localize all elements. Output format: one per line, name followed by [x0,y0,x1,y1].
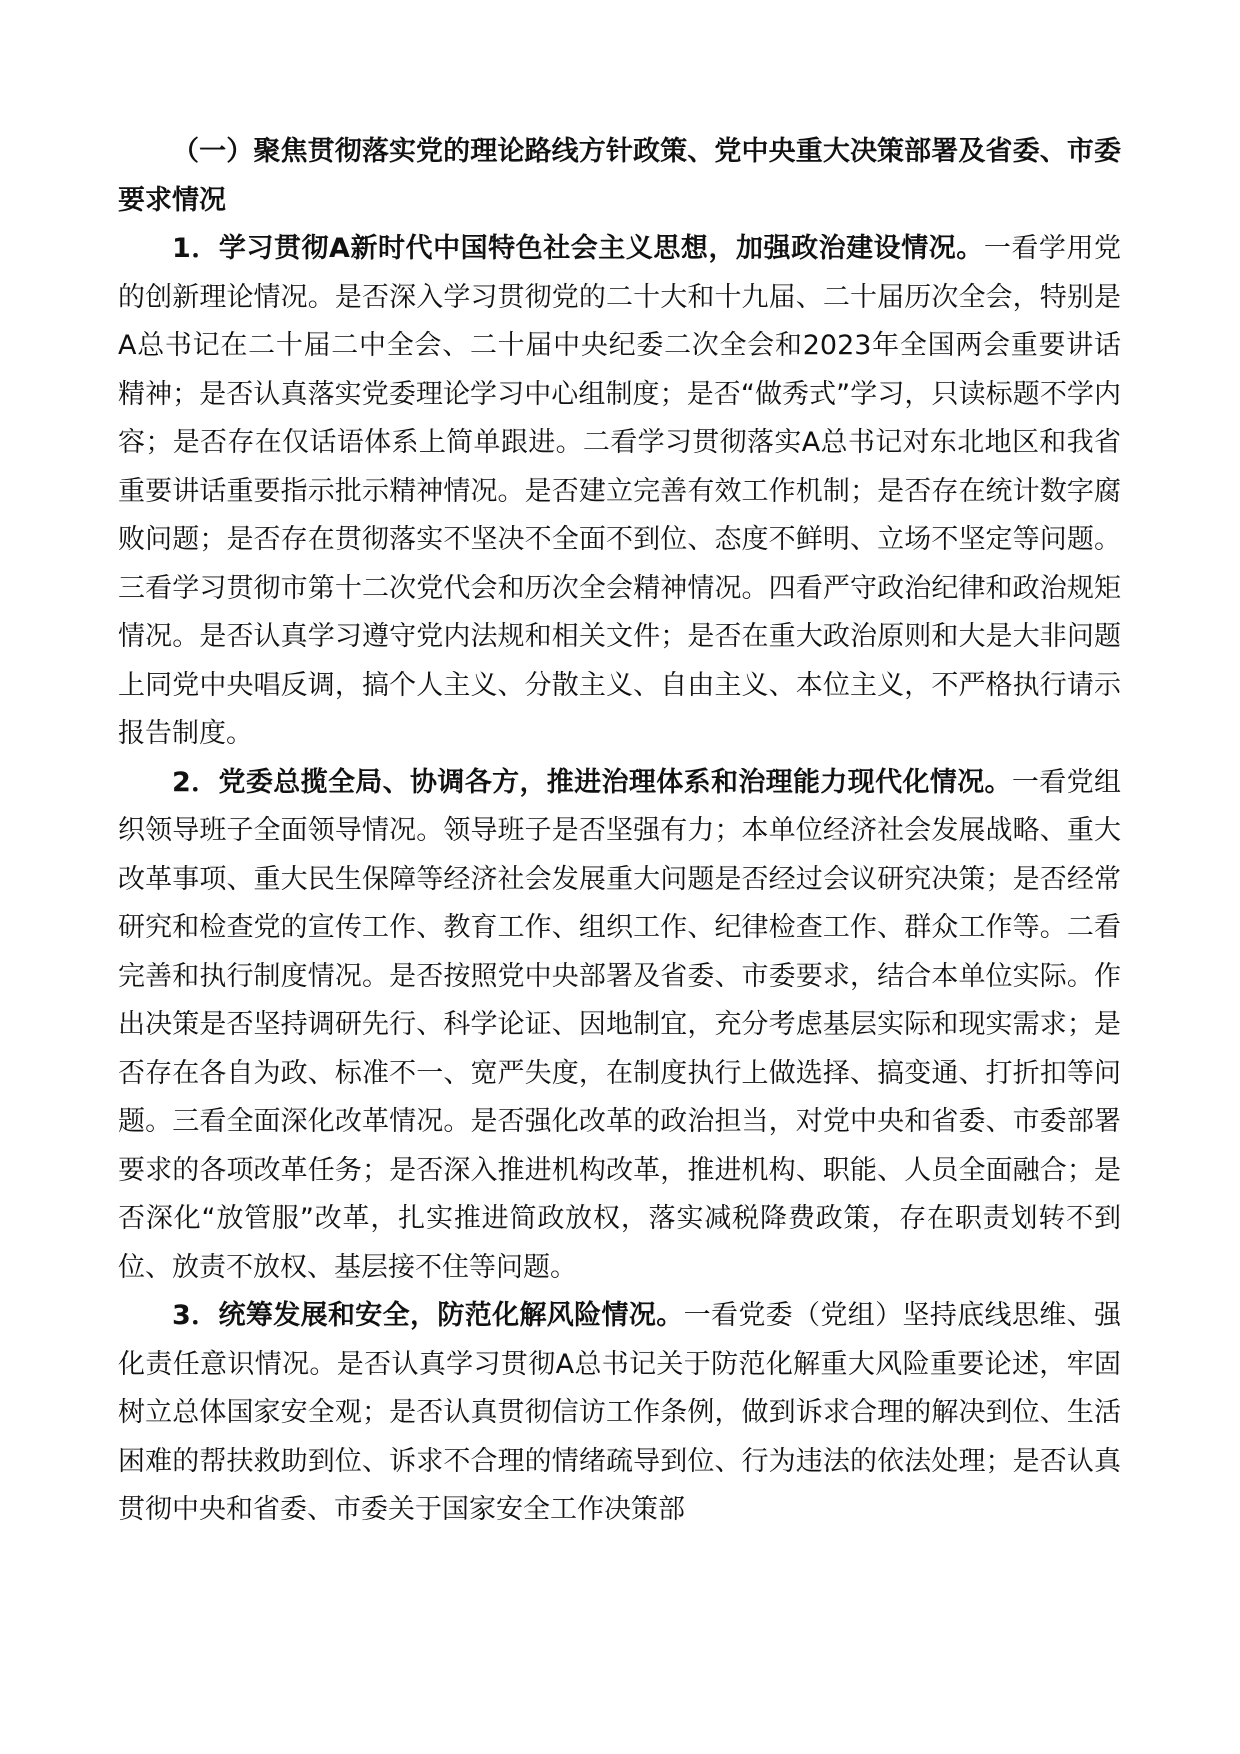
paragraph-2 [118,759,1121,1293]
paragraph-1-body: 一看学用党的创新理论情况。是否深入学习贯彻党的二十大和十九届、二十届历次全会，特别是A总书记在二十届二中全会、二十届中央纪委二次全会和2023年全国两会重要讲话精神；是否认真落实党委理论学习中心组制度；是否“做秀式”学习，只读标题不学内容；是否存在仅话语体系上简单跟进。二看学习贯彻落实A总书记对东北地区和我省重要讲话重要指示批示精神情况。是否建立完善有效工作机制；是否存在统计数字腐败问题；是否存在贯彻落实不坚决不全面不到位、态度不鲜明、立场不坚定等问题。三看学习贯彻市第十二次党代会和历次全会精神情况。四看严守政治纪律和政治规矩情况。是否认真学习遵守党内法规和相关文件；是否在重大政治原则和大是大非问题上同党中央唱反调，搞个人主义、分散主义、自由主义、本位主义，不严格执行请示报告制度。 [118,233,1121,749]
document-page [118,128,1121,1535]
paragraph-1-lead: 1．学习贯彻A新时代中国特色社会主义思想，加强政治建设情况。 [172,233,984,264]
paragraph-2-lead: 2．党委总揽全局、协调各方，推进治理体系和治理能力现代化情况。 [172,766,1012,798]
paragraph-3-body: 一看党委（党组）坚持底线思维、强化责任意识情况。是否认真学习贯彻A总书记关于防范化解重大风险重要论述，牢固树立总体国家安全观；是否认真贯彻信访工作条例，做到诉求合理的解决到位、生活困难的帮扶救助到位、诉求不合理的情绪疏导到位、行为违法的依法处理；是否认真贯彻中央和省委、市委关于国家安全工作决策部 [118,1300,1121,1525]
paragraph-3-lead: 3．统筹发展和安全，防范化解风险情况。 [172,1300,684,1331]
paragraph-2-body: 一看党组织领导班子全面领导情况。领导班子是否坚强有力；本单位经济社会发展战略、重大改革事项、重大民生保障等经济社会发展重大问题是否经过会议研究决策；是否经常研究和检查党的宣传工作、教育工作、组织工作、纪律检查工作、群众工作等。二看完善和执行制度情况。是否按照党中央部署及省委、市委要求，结合本单位实际。作出决策是否坚持调研先行、科学论证、因地制宜，充分考虑基层实际和现实需求；是否存在各自为政、标准不一、宽严失度，在制度执行上做选择、搞变通、打折扣等问题。三看全面深化改革情况。是否强化改革的政治担当，对党中央和省委、市委部署要求的各项改革任务；是否深入推进机构改革，推进机构、职能、人员全面融合；是否深化“放管服”改革，扎实推进简政放权，落实减税降费政策，存在职责划转不到位、放责不放权、基层接不住等问题。 [118,766,1121,1283]
section-heading: （一）聚焦贯彻落实党的理论路线方针政策、党中央重大决策部署及省委、市委要求情况 [118,136,1121,216]
paragraph-3 [118,1292,1121,1535]
paragraph-1 [118,225,1121,759]
